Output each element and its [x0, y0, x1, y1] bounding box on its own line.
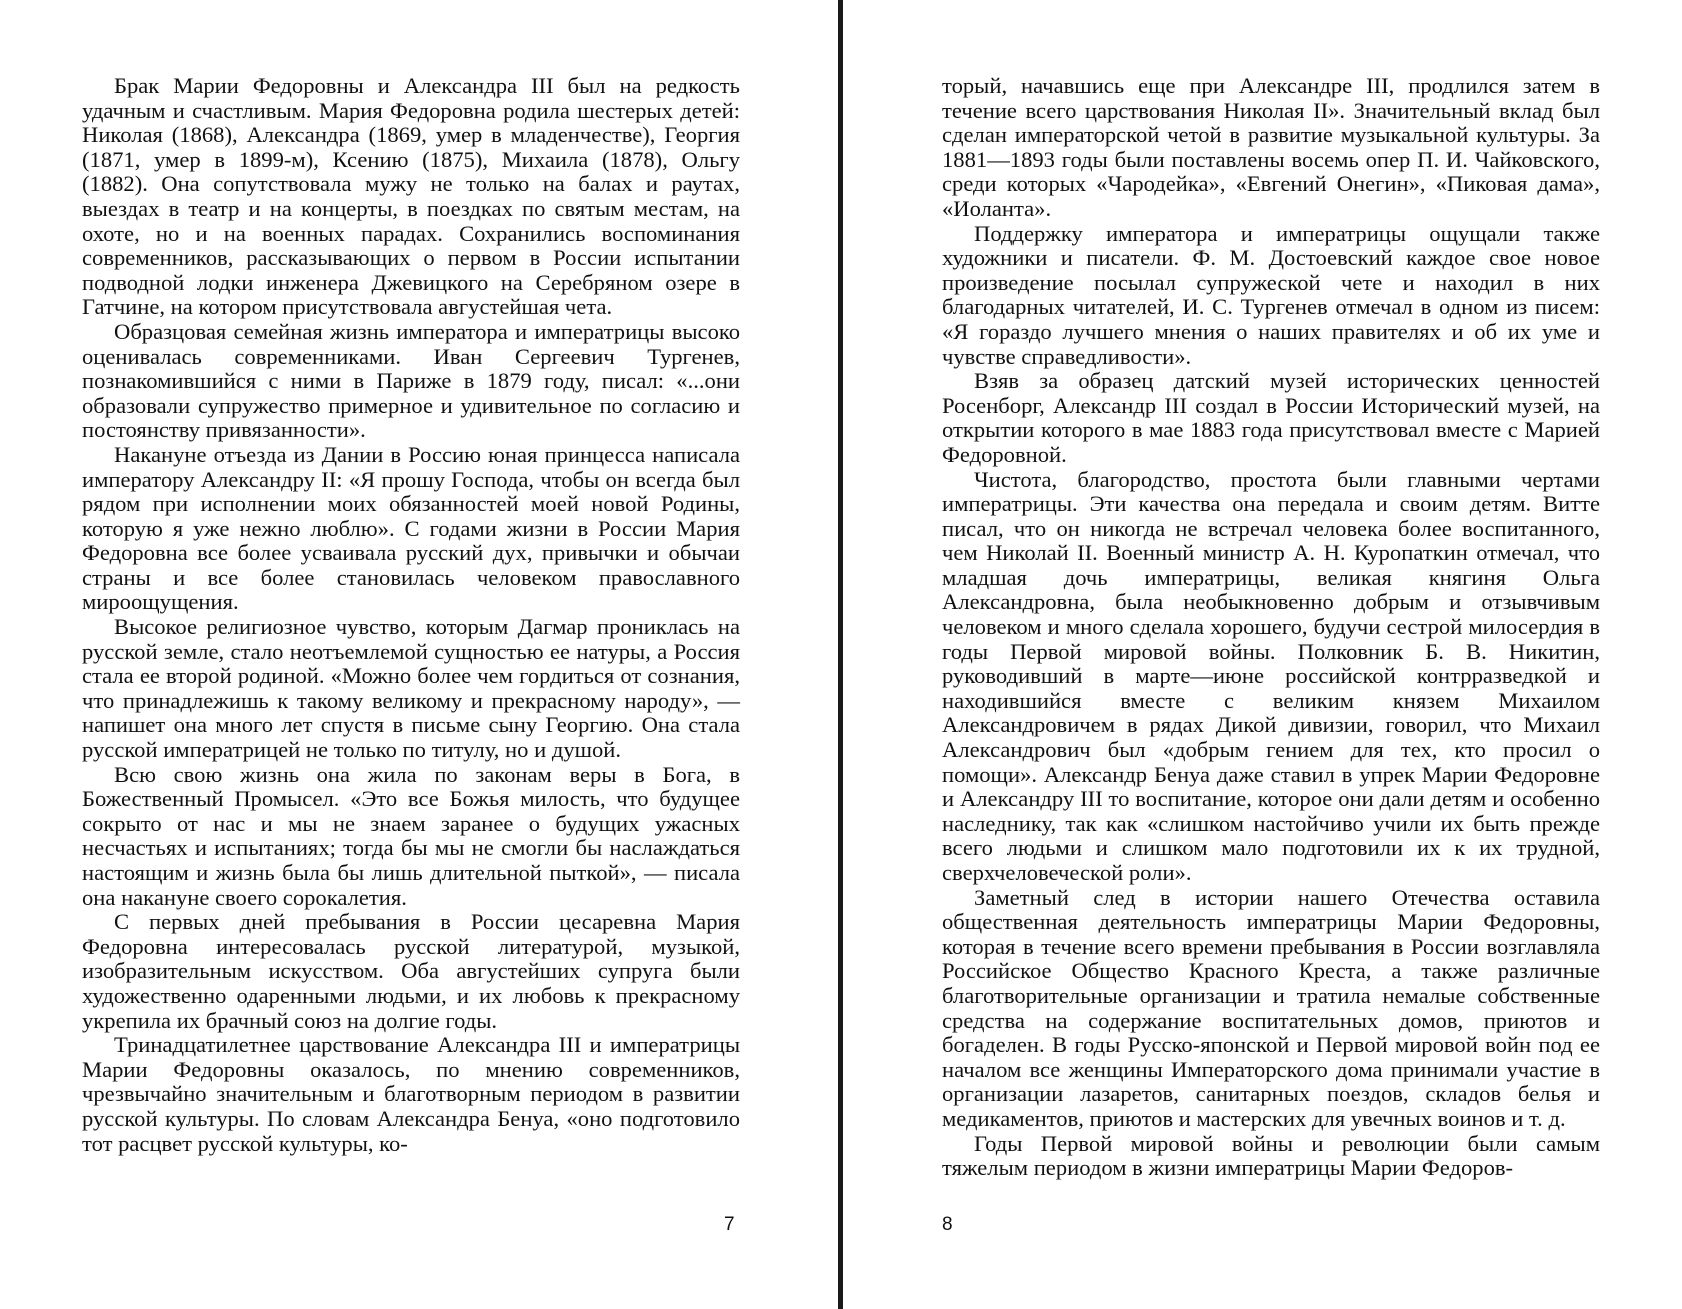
left-paragraph-4: Высокое религиозное чувство, которым Дагмар прониклась на русской земле, стало неотъемлемой сущностью ее натуры, а Россия стала ее второй родиной. «Можно более чем гордиться от сознания, что принадлежишь к такому великому и прекрасному народу», — напишет она много лет спустя в письме сыну Георгию. Она стала русской императрицей не только по титулу, но и душой.: [82, 614, 740, 763]
left-paragraph-1: Брак Марии Федоровны и Александра III был на редкость удачным и счастливым. Мария Федоровна родила шестерых детей: Николая (1868), Александра (1869, умер в младенчестве), Георгия (1871, умер в 1899-м), Ксению (1875), Михаила (1878), Ольгу (1882). Она сопутствовала мужу не только на балах и раутах, выездах в театр и на концерты, в поездках по святым местам, на охоте, но и на военных парадах. Сохранились воспоминания современников, рассказывающих о первом в России испытании подводной лодки инженера Джевицкого на Серебряном озере в Гатчине, на котором присутствовала августейшая чета.: [82, 73, 740, 320]
left-paragraph-6: С первых дней пребывания в России цесаревна Мария Федоровна интересовалась русской литературой, музыкой, изобразительным искусством. Оба августейших супруга были художественно одаренными людьми, и их любовь к прекрасному укрепила их брачный союз на долгие годы.: [82, 909, 740, 1033]
left-paragraph-7: Тринадцатилетнее царствование Александра III и императрицы Марии Федоровны оказалось, по мнению современников, чрезвычайно значительным и благотворным периодом в развитии русской культуры. По словам Александра Бенуа, «оно подготовило тот расцвет русской культуры, ко-: [82, 1032, 740, 1156]
right-paragraph-2: Взяв за образец датский музей исторических ценностей Росенборг, Александр III создал в России Исторический музей, на открытии которого в мае 1883 года присутствовал вместе с Марией Федоровной.: [942, 368, 1600, 467]
page-number-right: 8: [942, 1214, 953, 1235]
book-gutter-divider: [838, 0, 843, 1309]
left-page: [82, 74, 740, 1156]
left-paragraph-3: Накануне отъезда из Дании в Россию юная принцесса написала императору Александру II: «Я прошу Господа, чтобы он всегда был рядом при исполнении моих обязанностей моей новой Родины, которую я уже нежно люблю». С годами жизни в России Мария Федоровна все более усваивала русский дух, привычки и обычаи страны и все более становилась человеком православного мироощущения.: [82, 441, 740, 615]
left-paragraph-5: Всю свою жизнь она жила по законам веры в Бога, в Божественный Промысел. «Это все Божья милость, что будущее сокрыто от нас и мы не знаем заранее о будущих ужасных несчастьях и испытаниях; тогда бы мы не смогли бы наслаждаться настоящим и жизнь была бы лишь длительной пыткой», — писала она накануне своего сорокалетия.: [82, 761, 740, 910]
right-paragraph-3: Чистота, благородство, простота были главными чертами императрицы. Эти качества она передала и своим детям. Витте писал, что он никогда не встречал человека более воспитанного, чем Николай II. Военный министр А. Н. Куропаткин отмечал, что младшая дочь императрицы, великая княгиня Ольга Александровна, была необыкновенно добрым и отзывчивым человеком и много сделала хорошего, будучи сестрой милосердия в годы Первой мировой войны. Полковник Б. В. Никитин, руководивший в марте—июне российской контрразведкой и находившийся вместе с великим князем Михаилом Александровичем в рядах Дикой дивизии, говорил, что Михаил Александрович был «добрым гением для тех, кто просил о помощи». Александр Бенуа даже ставил в упрек Марии Федоровне и Александру III то воспитание, которое они дали детям и особенно наследнику, так как «слишком настойчиво учили их быть прежде всего людьми и слишком мало подготовили их к их трудной, сверхчеловеческой роли».: [942, 466, 1600, 885]
right-continuation-paragraph: торый, начавшись еще при Александре III, продлился затем в течение всего царствования Николая II». Значительный вклад был сделан императорской четой в развитие музыкальной культуры. За 1881—1893 годы были поставлены восемь опер П. И. Чайковского, среди которых «Чародейка», «Евгений Онегин», «Пиковая дама», «Иоланта».: [942, 73, 1600, 221]
right-paragraph-1: Поддержку императора и императрицы ощущали также художники и писатели. Ф. М. Достоевский каждое свое новое произведение посылал супружеской чете и находил в них благодарных читателей, И. С. Тургенев отмечал в одном из писем: «Я гораздо лучшего мнения о наших правителях и об их уме и чувстве справедливости».: [942, 220, 1600, 369]
right-paragraph-5: Годы Первой мировой войны и революции были самым тяжелым периодом в жизни императрицы Марии Федоров-: [942, 1130, 1600, 1181]
right-page: [942, 74, 1600, 1181]
right-paragraph-4: Заметный след в истории нашего Отечества оставила общественная деятельность императрицы Марии Федоровны, которая в течение всего времени пребывания в России возглавляла Российское Общество Красного Креста, а также различные благотворительные организации и тратила немалые собственные средства на содержание воспитательных домов, приютов и богаделен. В годы Русско-японской и Первой мировой войн под ее началом все женщины Императорского дома принимали участие в организации лазаретов, санитарных поездов, складов белья и медикаментов, приютов и мастерских для увечных воинов и т. д.: [942, 884, 1600, 1131]
page-number-left: 7: [724, 1214, 735, 1235]
left-paragraph-2: Образцовая семейная жизнь императора и императрицы высоко оценивалась современниками. Иван Сергеевич Тургенев, познакомившийся с ними в Париже в 1879 году, писал: «...они образовали супружество примерное и удивительное по согласию и постоянству привязанности».: [82, 318, 740, 443]
